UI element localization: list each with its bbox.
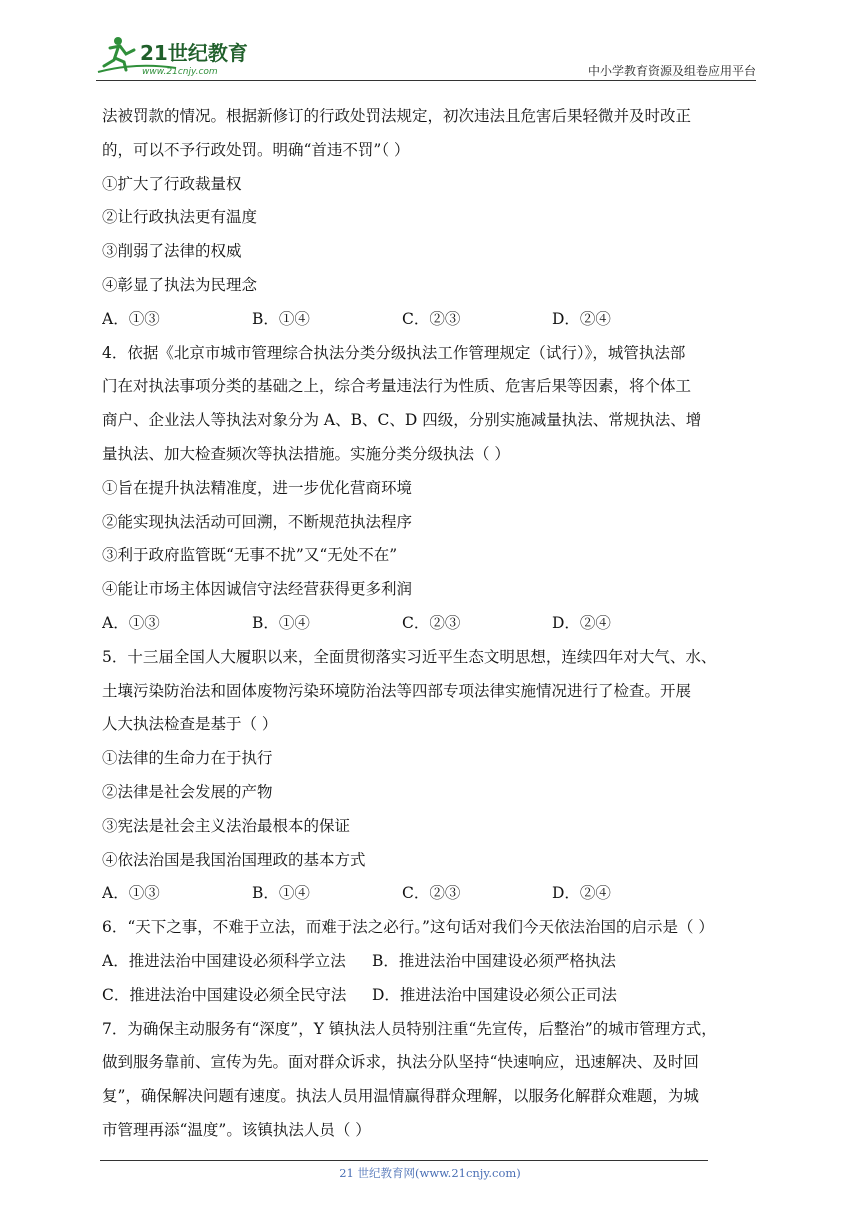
q6-choice-d: D．推进法治中国建设必须公正司法 bbox=[372, 985, 617, 1004]
q5-choice-d: D．②④ bbox=[552, 884, 611, 903]
q7-line-2: 做到服务靠前、宣传为先。面对群众诉求，执法分队坚持“快速响应，迅速解决、及时回 bbox=[102, 1053, 699, 1072]
q4-option-3: ③利于政府监管既“无事不扰”又“无处不在” bbox=[102, 546, 398, 565]
q5-option-4: ④依法治国是我国治国理政的基本方式 bbox=[102, 850, 366, 869]
platform-name: 中小学教育资源及组卷应用平台 bbox=[587, 64, 756, 78]
q6-line-1: 6．“天下之事，不难于立法，而难于法之必行。”这句话对我们今天依法治国的启示是（ ） bbox=[102, 918, 714, 937]
q3-option-3: ③削弱了法律的权威 bbox=[102, 242, 242, 261]
q6-choice-b: B．推进法治中国建设必须严格执法 bbox=[372, 951, 616, 970]
q6-choice-c: C．推进法治中国建设必须全民守法 bbox=[102, 985, 347, 1004]
q3-choice-d: D．②④ bbox=[552, 309, 611, 328]
footer-divider bbox=[100, 1160, 708, 1161]
q6-choice-a: A．推进法治中国建设必须科学立法 bbox=[102, 951, 346, 970]
q3-choice-a: A．①③ bbox=[102, 309, 160, 328]
header-divider bbox=[96, 80, 756, 81]
q5-choice-a: A．①③ bbox=[102, 884, 160, 903]
q4-choice-c: C．②③ bbox=[402, 613, 461, 632]
q4-option-4: ④能让市场主体因诚信守法经营获得更多利润 bbox=[102, 580, 413, 599]
q3-choices bbox=[102, 303, 766, 337]
q4-choices bbox=[102, 607, 766, 641]
runner-logo-icon bbox=[96, 32, 266, 78]
footer-link[interactable]: 21 世纪教育网(www.21cnjy.com) bbox=[339, 1166, 521, 1180]
q5-choice-c: C．②③ bbox=[402, 884, 461, 903]
q7-line-3: 复”，确保解决问题有速度。执法人员用温情赢得群众理解，以服务化解群众难题，为城 bbox=[102, 1087, 699, 1106]
q7-line-1: 7．为确保主动服务有“深度”，Y 镇执法人员特别注重“先宣传，后整治”的城市管理方式， bbox=[102, 1019, 717, 1038]
q3-choice-b: B．①④ bbox=[252, 309, 310, 328]
q6-choices-row-1 bbox=[102, 945, 766, 979]
q3-line-2: 的，可以不予行政处罚。明确“首违不罚”（ ） bbox=[102, 140, 410, 159]
page-header bbox=[96, 32, 756, 82]
q6-choices-row-2 bbox=[102, 979, 766, 1013]
q4-line-2: 门在对执法事项分类的基础之上，综合考量违法行为性质、危害后果等因素，将个体工 bbox=[102, 377, 692, 396]
q5-line-2: 土壤污染防治法和固体废物污染环境防治法等四部专项法律实施情况进行了检查。开展 bbox=[102, 681, 692, 700]
q5-choices bbox=[102, 877, 766, 911]
q4-line-3: 商户、企业法人等执法对象分为 A、B、C、D 四级，分别实施减量执法、常规执法、增 bbox=[102, 411, 702, 430]
q4-choice-d: D．②④ bbox=[552, 613, 611, 632]
q3-choice-c: C．②③ bbox=[402, 309, 461, 328]
q4-option-2: ②能实现执法活动可回溯，不断规范执法程序 bbox=[102, 512, 413, 531]
q4-choice-a: A．①③ bbox=[102, 613, 160, 632]
q5-line-3: 人大执法检查是基于（ ） bbox=[102, 715, 278, 734]
q4-line-1: 4．依据《北京市城市管理综合执法分类分级执法工作管理规定（试行）》，城管执法部 bbox=[102, 343, 686, 362]
q3-option-1: ①扩大了行政裁量权 bbox=[102, 174, 242, 193]
q5-option-1: ①法律的生命力在于执行 bbox=[102, 749, 273, 768]
site-logo bbox=[96, 32, 266, 78]
q3-line-1: 法被罚款的情况。根据新修订的行政处罚法规定，初次违法且危害后果轻微并及时改正 bbox=[102, 107, 692, 125]
q4-option-1: ①旨在提升执法精准度，进一步优化营商环境 bbox=[102, 478, 413, 497]
q3-option-2: ②让行政执法更有温度 bbox=[102, 208, 258, 227]
q5-option-2: ②法律是社会发展的产物 bbox=[102, 782, 273, 801]
q7-line-4: 市管理再添“温度”。该镇执法人员（ ） bbox=[102, 1120, 371, 1139]
logo-url-text: www.21cnjy.com bbox=[142, 67, 218, 77]
q5-choice-b: B．①④ bbox=[252, 884, 310, 903]
q3-option-4: ④彰显了执法为民理念 bbox=[102, 275, 258, 294]
logo-main-text: 21世纪教育 bbox=[140, 41, 248, 65]
document-body bbox=[102, 100, 766, 1148]
q4-choice-b: B．①④ bbox=[252, 613, 310, 632]
q5-option-3: ③宪法是社会主义法治最根本的保证 bbox=[102, 816, 351, 835]
q4-line-4: 量执法、加大检查频次等执法措施。实施分类分级执法（ ） bbox=[102, 444, 510, 463]
q5-line-1: 5．十三届全国人大履职以来，全面贯彻落实习近平生态文明思想，连续四年对大气、水、 bbox=[102, 647, 717, 666]
